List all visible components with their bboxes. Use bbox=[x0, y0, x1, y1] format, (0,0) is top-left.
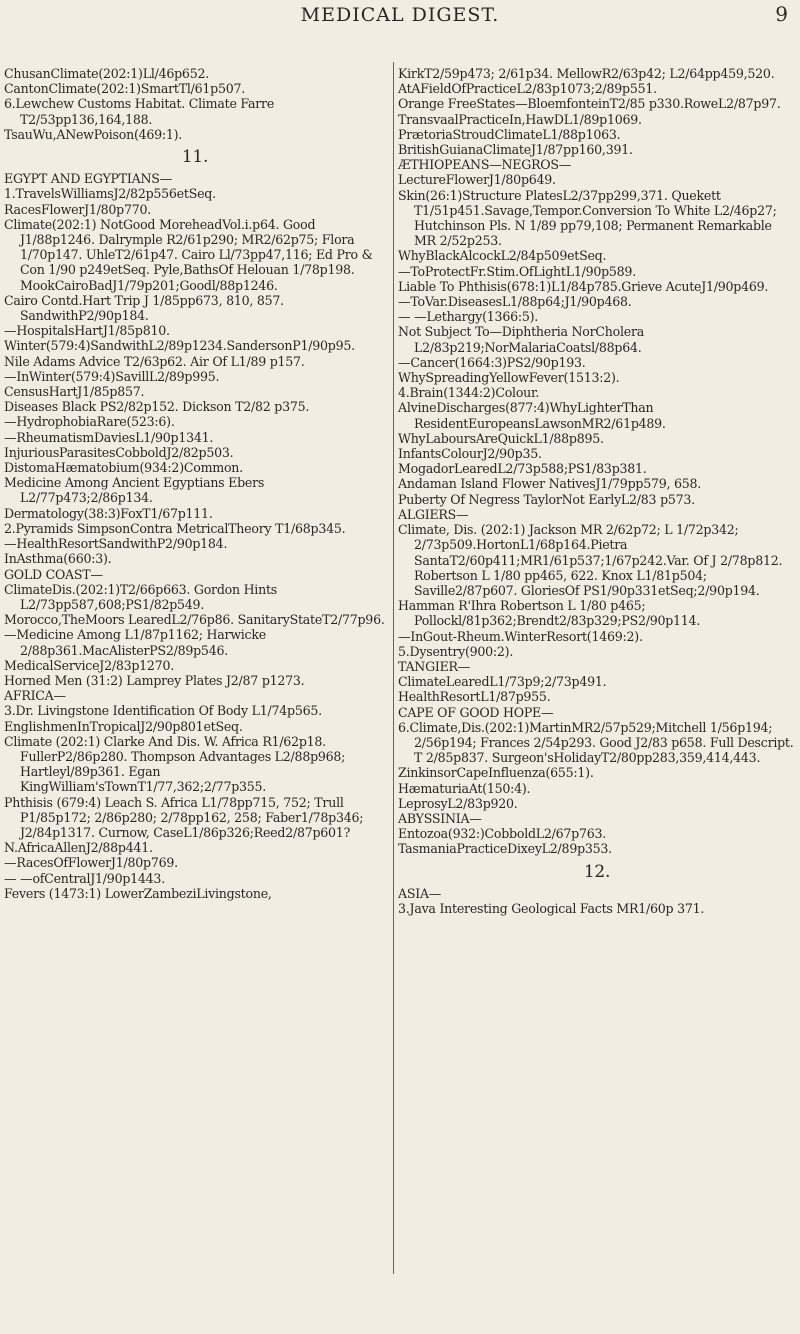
index-entry: CensusHartJ1/85p857. bbox=[4, 384, 145, 400]
index-entry: InjuriousParasitesCobboldJ2/82p503. bbox=[4, 444, 234, 460]
index-entry: MogadorLearedL2/73p588;PS1/83p381. bbox=[398, 461, 647, 477]
page-header bbox=[0, 0, 800, 40]
index-heading: CAPE OF GOOD HOPE— bbox=[398, 704, 554, 720]
index-heading: EGYPT AND EGYPTIANS— bbox=[4, 171, 172, 187]
index-entry: — —ofCentralJ1/90p1443. bbox=[4, 870, 165, 886]
index-entry: — —Lethargy(1366:5). bbox=[398, 309, 539, 325]
index-entry: —ToVar.DiseasesL1/88p64;J1/90p468. bbox=[398, 294, 632, 310]
index-entry: Climate, Dis. (202:1) Jackson MR 2/62p72; L 1/72p342; 2/73p509.HortonL1/68p164.Pietra SantaT2/60p411;MR1/61p537;1/67p242.Var. Of J 2/78p812. Robertson L 1/80 pp465, 622. Knox L1/81p504; Saville2/87p607. GloriesOf PS1/90p331etSeq;2/90p194. bbox=[398, 522, 783, 598]
index-entry: WhySpreadingYellowFever(1513:2). bbox=[398, 370, 620, 386]
index-entry: RacesFlowerJ1/80p770. bbox=[4, 201, 152, 217]
index-entry: DistomaHæmatobium(934:2)Common. bbox=[4, 460, 243, 476]
index-entry: EnglishmenInTropicalJ2/90p801etSeq. bbox=[4, 718, 243, 734]
index-entry: 6.Climate,Dis.(202:1)MartinMR2/57p529;Mitchell 1/56p194; 2/56p194; Frances 2/54p293. Good J2/83 p658. Full Descript. T 2/85p837. Surgeon'sHolidayT2/80pp283,359,414,443. bbox=[398, 719, 794, 766]
index-entry: KirkT2/59p473; 2/61p34. MellowR2/63p42; L2/64pp459,520. bbox=[398, 66, 775, 81]
index-entry: Cairo Contd.Hart Trip J 1/85pp673, 810, 857. SandwithP2/90p184. bbox=[4, 292, 284, 324]
index-entry: LeprosyL2/83p920. bbox=[398, 795, 518, 811]
index-entry: ClimateDis.(202:1)T2/66p663. Gordon Hints L2/73pp587,608;PS1/82p549. bbox=[4, 581, 277, 612]
index-entry: —InWinter(579:4)SavillL2/89p995. bbox=[4, 368, 220, 384]
index-heading: AFRICA— bbox=[4, 688, 66, 704]
index-heading: ÆTHIOPEANS—NEGROS— bbox=[398, 157, 572, 173]
index-heading: 4.Brain(1344:2)Colour. bbox=[398, 385, 540, 401]
index-entry: InfantsColourJ2/90p35. bbox=[398, 446, 542, 462]
index-entry: Climate (202:1) Clarke And Dis. W. Africa R1/62p18. FullerP2/86p280. Thompson Advantages L2/88p968; Hartleyl/89p361. Egan KingWilliam'sTownT1/77,362;2/77p355. bbox=[4, 733, 346, 795]
index-entry: LectureFlowerJ1/80p649. bbox=[398, 172, 556, 188]
index-entry: ChusanClimate(202:1)Ll/46p652. bbox=[4, 66, 209, 81]
index-entry: 6.Lewchew Customs Habitat. Climate Farre T2/53pp136,164,188. bbox=[4, 96, 275, 127]
index-heading: ABYSSINIA— bbox=[398, 810, 482, 826]
index-entry: AtAFieldOfPracticeL2/83p1073;2/89p551. bbox=[398, 81, 657, 97]
index-entry: Medicine Among Ancient Egyptians Ebers L2/77p473;2/86p134. bbox=[4, 475, 265, 506]
index-entry: —Cancer(1664:3)PS2/90p193. bbox=[398, 354, 586, 370]
index-entry: Andaman Island Flower NativesJ1/79pp579, 658. bbox=[398, 476, 702, 492]
index-entry: HæmaturiaAt(150:4). bbox=[398, 780, 531, 796]
index-entry: —HealthResortSandwithP2/90p184. bbox=[4, 536, 228, 552]
index-entry: Winter(579:4)SandwithL2/89p1234.SandersonP1/90p95. bbox=[4, 338, 355, 354]
index-entry: MedicalServiceJ2/83p1270. bbox=[4, 657, 174, 673]
right-column bbox=[398, 66, 796, 916]
index-entry: Phthisis (679:4) Leach S. Africa L1/78pp715, 752; Trull P1/85p172; 2/86p280; 2/78pp162, 258; Faber1/78p346; J2/84p1317. Curnow, CaseL1/86p326;Reed2/87p601? bbox=[4, 794, 364, 840]
index-entry: N.AfricaAllenJ2/88p441. bbox=[4, 840, 153, 856]
running-title: MEDICAL DIGEST. bbox=[300, 4, 500, 26]
index-entry: —ToProtectFr.Stim.OfLightL1/90p589. bbox=[398, 263, 636, 279]
index-entry: TransvaalPracticeIn,HawDL1/89p1069. bbox=[398, 111, 642, 127]
index-entry: TsauWu,ANewPoison(469:1). bbox=[4, 126, 183, 142]
index-entry: ZinkinsorCapeInfluenza(655:1). bbox=[398, 765, 594, 781]
index-entry: CantonClimate(202:1)SmartTl/61p507. bbox=[4, 81, 245, 97]
left-column bbox=[4, 66, 386, 901]
column-divider bbox=[393, 62, 394, 1274]
index-heading: GOLD COAST— bbox=[4, 566, 103, 582]
section-number: 12. bbox=[583, 861, 611, 882]
page-number: 9 bbox=[775, 2, 788, 26]
index-heading: TANGIER— bbox=[398, 658, 471, 674]
index-entry: TasmaniaPracticeDixeyL2/89p353. bbox=[398, 841, 612, 857]
index-entry: Diseases Black PS2/82p152. Dickson T2/82 p375. bbox=[4, 399, 310, 415]
index-entry: 3.Dr. Livingstone Identification Of Body L1/74p565. bbox=[4, 703, 322, 719]
index-entry: —RheumatismDaviesL1/90p1341. bbox=[4, 429, 214, 445]
index-entry: InAsthma(660:3). bbox=[4, 551, 112, 567]
index-entry: Horned Men (31:2) Lamprey Plates J2/87 p1273. bbox=[4, 672, 305, 688]
index-entry: PrætoriaStroudClimateL1/88p1063. bbox=[398, 126, 621, 142]
section-number: 11. bbox=[181, 147, 209, 168]
index-entry: 2.Pyramids SimpsonContra MetricalTheory T1/68p345. bbox=[4, 520, 346, 536]
index-entry: Nile Adams Advice T2/63p62. Air Of L1/89 p157. bbox=[4, 353, 305, 369]
index-entry: AlvineDischarges(877:4)WhyLighterThan ResidentEuropeansLawsonMR2/61p489. bbox=[398, 400, 666, 431]
index-entry: Fevers (1473:1) LowerZambeziLivingstone, bbox=[4, 885, 272, 901]
index-entry: Entozoa(932:)CobboldL2/67p763. bbox=[398, 826, 607, 842]
index-entry: Dermatology(38:3)FoxT1/67p111. bbox=[4, 505, 213, 521]
index-heading: ASIA— bbox=[398, 885, 442, 901]
index-entry: BritishGuianaClimateJ1/87pp160,391. bbox=[398, 142, 633, 158]
index-entry: 1.TravelsWilliamsJ2/82p556etSeq. bbox=[4, 186, 216, 202]
index-entry: —InGout-Rheum.WinterResort(1469:2). bbox=[398, 628, 643, 644]
index-entry: —HospitalsHartJ1/85p810. bbox=[4, 323, 170, 339]
index-entry: Skin(26:1)Structure PlatesL2/37pp299,371. Quekett T1/51p451.Savage,Tempor.Conversion To White L2/46p27; Hutchinson Pls. N 1/89 pp79,108; Permanent Remarkable MR 2/52p253. bbox=[398, 187, 777, 249]
index-entry: HealthResortL1/87p955. bbox=[398, 689, 551, 705]
index-entry: Not Subject To—Diphtheria NorCholera L2/83p219;NorMalariaCoatsl/88p64. bbox=[398, 324, 644, 355]
index-entry: Morocco,TheMoors LearedL2/76p86. SanitaryStateT2/77p96. bbox=[4, 612, 385, 628]
index-entry: WhyBlackAlcockL2/84p509etSeq. bbox=[398, 248, 607, 264]
index-entry: ClimateLearedL1/73p9;2/73p491. bbox=[398, 674, 607, 690]
index-entry: —RacesOfFlowerJ1/80p769. bbox=[4, 855, 178, 871]
index-entry: Liable To Phthisis(678:1)L1/84p785.Grieve AcuteJ1/90p469. bbox=[398, 278, 769, 294]
index-heading: ALGIERS— bbox=[398, 506, 469, 522]
index-entry: Puberty Of Negress TaylorNot EarlyL2/83 p573. bbox=[398, 491, 695, 507]
index-entry: —HydrophobiaRare(523:6). bbox=[4, 414, 175, 430]
index-entry: Climate(202:1) NotGood MoreheadVol.i.p64. Good J1/88p1246. Dalrymple R2/61p290; MR2/62p75; Flora 1/70p147. UhleT2/61p47. Cairo Ll/73pp47,116; Ed Pro & Con 1/90 p249etSeq. Pyle,BathsOf Helouan 1/78p198. MookCairoBadJ1/79p201;Goodl/88p1246. bbox=[4, 216, 373, 293]
index-entry: Orange FreeStates—BloemfonteinT2/85 p330.RoweL2/87p97. bbox=[398, 96, 781, 112]
index-entry: WhyLaboursAreQuickL1/88p895. bbox=[398, 430, 604, 446]
index-entry: Hamman R'Ihra Robertson L 1/80 p465; Pollockl/81p362;Brendt2/83p329;PS2/90p114. bbox=[398, 598, 701, 629]
index-entry: 3.Java Interesting Geological Facts MR1/60p 371. bbox=[398, 900, 705, 916]
index-entry: —Medicine Among L1/87p1162; Harwicke 2/88p361.MacAlisterPS2/89p546. bbox=[4, 627, 266, 658]
index-heading: 5.Dysentry(900:2). bbox=[398, 643, 514, 659]
